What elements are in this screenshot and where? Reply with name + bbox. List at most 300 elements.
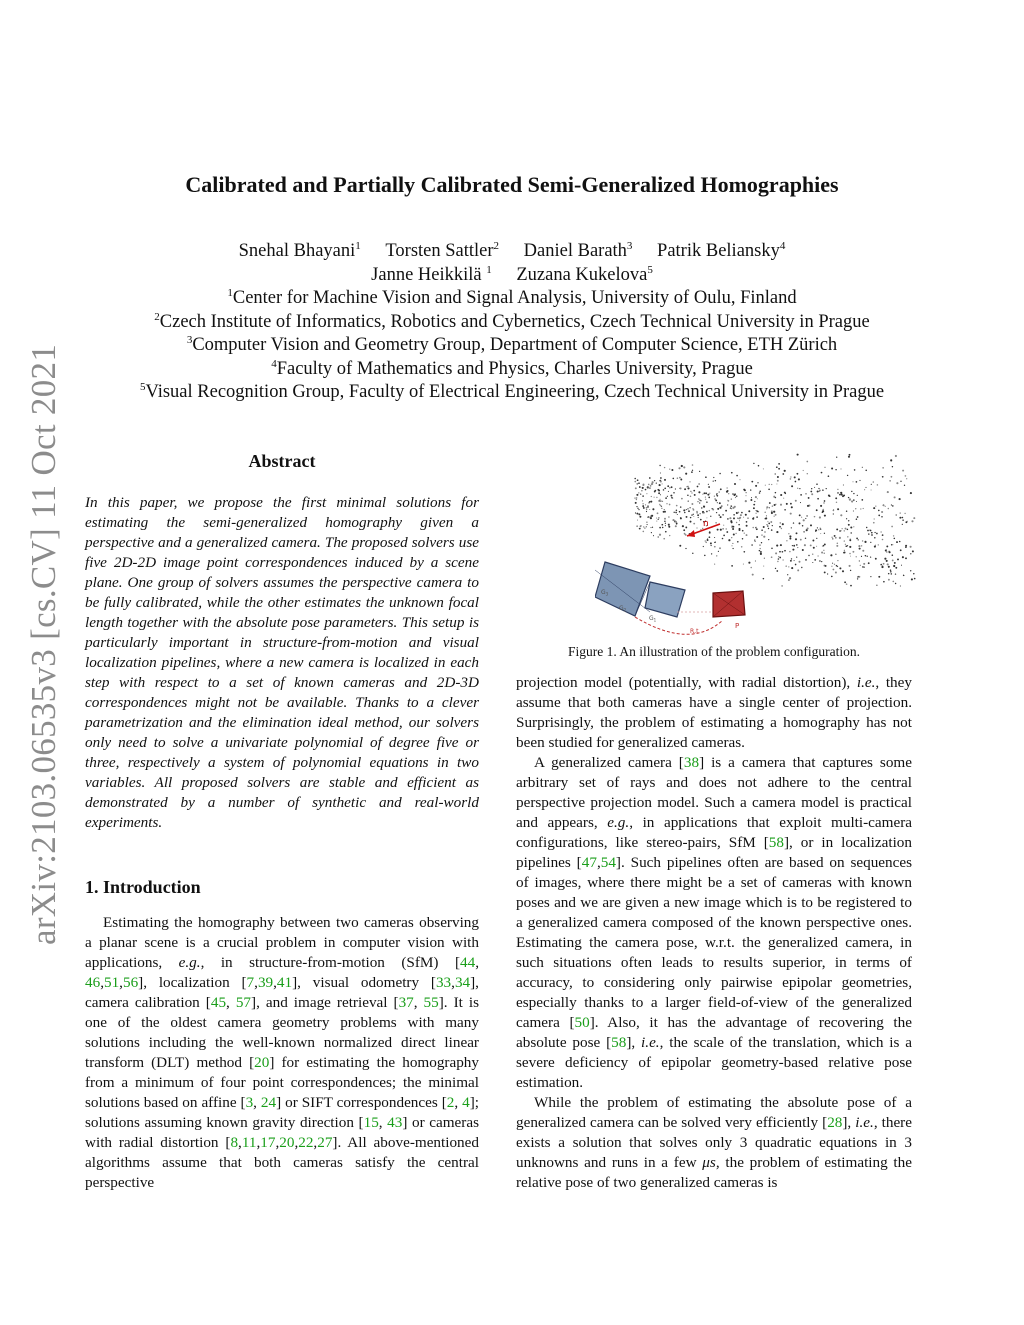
point-cloud-dot <box>754 501 755 502</box>
point-cloud-dot <box>807 505 809 507</box>
point-cloud-dot <box>827 573 828 574</box>
point-cloud-dot <box>697 501 698 502</box>
point-cloud-dot <box>649 487 651 489</box>
point-cloud-dot <box>811 493 813 495</box>
point-cloud-dot <box>687 495 689 497</box>
point-cloud-dot <box>669 535 670 536</box>
text-run: , they assume that both cameras have a single center of projection. Surprisingly, the problem of estimating a homography has not been studied for generalized cameras. <box>516 674 912 751</box>
point-cloud-dot <box>651 483 653 485</box>
citation-link[interactable]: 24 <box>260 1094 277 1111</box>
citation-link[interactable]: 44 <box>460 954 476 971</box>
point-cloud-dot <box>836 528 838 530</box>
point-cloud-dot <box>816 530 817 531</box>
point-cloud-dot <box>696 527 697 528</box>
point-cloud-dot <box>819 560 821 562</box>
point-cloud-dot <box>823 550 824 551</box>
point-cloud-dot <box>770 521 772 523</box>
point-cloud-dot <box>790 513 792 515</box>
point-cloud-dot <box>791 527 792 528</box>
point-cloud-dot <box>837 508 839 510</box>
point-cloud-dot <box>634 478 636 480</box>
point-cloud-dot <box>843 552 844 553</box>
point-cloud-dot <box>672 519 674 521</box>
point-cloud-dot <box>892 581 894 583</box>
point-cloud-dot <box>842 528 843 529</box>
citation-link[interactable]: 7 <box>246 974 255 991</box>
text-run: ] or SIFT correspondences [ <box>276 1094 447 1111</box>
point-cloud-dot <box>658 517 659 518</box>
point-cloud-dot <box>745 495 746 496</box>
point-cloud-dot <box>688 510 690 512</box>
point-cloud-dot <box>753 504 755 506</box>
point-cloud-dot <box>690 521 692 523</box>
point-cloud-dot <box>805 559 807 561</box>
citation-link[interactable]: 37 <box>398 994 414 1011</box>
point-cloud-dot <box>913 517 915 519</box>
point-cloud-dot <box>758 465 760 467</box>
citation-link[interactable]: 2 <box>446 1094 455 1111</box>
point-cloud-dot <box>844 550 845 551</box>
point-cloud-dot <box>859 548 861 550</box>
point-cloud-dot <box>887 491 889 493</box>
point-cloud-dot <box>857 576 858 577</box>
point-cloud-dot <box>737 541 739 543</box>
point-cloud-dot <box>707 494 709 496</box>
point-cloud-dot <box>767 521 768 522</box>
citation-link[interactable]: 54 <box>600 854 616 871</box>
citation-link[interactable]: 51 <box>103 974 120 991</box>
point-cloud-dot <box>734 494 736 496</box>
point-cloud-dot <box>684 533 686 535</box>
point-cloud-dot <box>764 558 765 559</box>
citation-link[interactable]: 8 <box>230 1134 239 1151</box>
point-cloud-dot <box>888 579 890 581</box>
point-cloud-dot <box>768 528 769 529</box>
point-cloud-dot <box>643 484 645 486</box>
citation-link[interactable]: 38 <box>683 754 700 771</box>
point-cloud-dot <box>816 509 818 511</box>
point-cloud-dot <box>835 554 836 555</box>
point-cloud-dot <box>910 546 912 548</box>
point-cloud-dot <box>815 531 816 532</box>
point-cloud-dot <box>799 522 801 524</box>
point-cloud-dot <box>799 561 801 563</box>
point-cloud-dot <box>822 489 824 491</box>
text-run: , in applications that exploit multi-camera configurations, like stereo-pairs, SfM [ <box>516 814 912 851</box>
point-cloud-dot <box>801 567 802 568</box>
author: Janne Heikkilä $^1$ <box>371 263 492 285</box>
point-cloud-dot <box>699 502 700 503</box>
point-cloud-dot <box>688 500 689 501</box>
point-cloud-dot <box>805 493 807 495</box>
point-cloud-dot <box>649 477 651 479</box>
point-cloud-dot <box>843 484 844 485</box>
text-run: , <box>119 974 123 991</box>
point-cloud-dot <box>705 497 706 498</box>
point-cloud-dot <box>703 506 705 508</box>
point-cloud-dot <box>668 491 669 492</box>
point-cloud-dot <box>722 538 724 540</box>
point-cloud-dot <box>677 477 679 479</box>
text-run: , <box>100 974 104 991</box>
point-cloud-dot <box>636 497 638 499</box>
point-cloud-dot <box>709 510 710 511</box>
point-cloud-dot <box>709 536 711 538</box>
point-cloud-dot <box>820 529 821 530</box>
point-cloud-dot <box>776 570 778 572</box>
citation-link[interactable]: 20 <box>254 1054 270 1071</box>
point-cloud-dot <box>652 508 654 510</box>
point-cloud-dot <box>707 538 708 539</box>
citation-link[interactable]: 28 <box>827 1114 843 1131</box>
point-cloud-dot <box>673 512 674 513</box>
point-cloud-dot <box>765 485 766 486</box>
point-cloud-dot <box>837 489 838 490</box>
text-run: projection model (potentially, with radial distortion), <box>516 674 857 691</box>
text-run: , there exists a solution that solves only 3 quadratic equations in 3 unknowns and runs in a few <box>516 1114 912 1171</box>
point-cloud-dot <box>705 476 707 478</box>
point-cloud-dot <box>637 483 638 484</box>
point-cloud-dot <box>673 492 675 494</box>
point-cloud-dot <box>725 510 727 512</box>
citation-link[interactable]: 3 <box>245 1094 254 1111</box>
point-cloud-dot <box>647 524 648 525</box>
point-cloud-dot <box>836 457 837 458</box>
point-cloud-dot <box>787 574 788 575</box>
point-cloud-dot <box>768 523 770 525</box>
point-cloud-dot <box>639 516 641 518</box>
point-cloud-dot <box>715 522 717 524</box>
point-cloud-dot <box>640 525 642 527</box>
point-cloud-dot <box>859 480 860 481</box>
point-cloud-dot <box>739 517 741 519</box>
citation-link[interactable]: 17 <box>260 1134 276 1151</box>
point-cloud-dot <box>797 488 798 489</box>
point-cloud-dot <box>818 488 819 489</box>
point-cloud-dot <box>870 576 871 577</box>
point-cloud-dot <box>810 491 812 493</box>
point-cloud-dot <box>691 492 692 493</box>
italic-text: i.e. <box>856 674 876 691</box>
italic-text: e.g. <box>178 954 201 971</box>
point-cloud-dot <box>719 473 721 475</box>
normal-arrowhead <box>687 530 695 537</box>
point-cloud-dot <box>686 486 687 487</box>
point-cloud-dot <box>860 508 861 509</box>
point-cloud-dot <box>658 492 660 494</box>
point-cloud-dot <box>902 556 904 558</box>
citation-link[interactable]: 58 <box>768 834 784 851</box>
text-run: ]; solutions assuming known gravity direction [ <box>85 1094 480 1131</box>
point-cloud-dot <box>888 508 890 510</box>
point-cloud-dot <box>660 481 662 483</box>
point-cloud-dot <box>714 537 715 538</box>
point-cloud-dot <box>820 528 821 529</box>
point-cloud-dot <box>685 526 687 528</box>
point-cloud-dot <box>683 466 685 468</box>
citation-link[interactable]: 46 <box>85 974 101 991</box>
citation-link[interactable]: 34 <box>454 974 471 991</box>
point-cloud-dot <box>649 509 650 510</box>
citation-link[interactable]: 57 <box>235 994 252 1011</box>
point-cloud-dot <box>775 552 777 554</box>
point-cloud-dot <box>845 545 847 547</box>
point-cloud-dot <box>835 537 837 539</box>
point-cloud-dot <box>697 486 699 488</box>
point-cloud-dot <box>671 486 673 488</box>
text-run: , the scale of the translation, which is a severe deficiency of epipolar geometry-based relative pose estimation. <box>516 1034 913 1091</box>
point-cloud-dot <box>820 505 822 507</box>
point-cloud-dot <box>712 509 714 511</box>
point-cloud-dot <box>902 519 904 521</box>
point-cloud-dot <box>849 539 851 541</box>
text-run: , <box>253 1094 261 1111</box>
point-cloud-dot <box>714 498 715 499</box>
point-cloud-dot <box>816 538 817 539</box>
point-cloud-dot <box>767 525 768 526</box>
point-cloud-dot <box>821 552 823 554</box>
point-cloud-dot <box>709 493 710 494</box>
point-cloud-dot <box>750 499 752 501</box>
point-cloud-dot <box>880 564 882 566</box>
point-cloud-dot <box>638 513 640 515</box>
point-cloud-dot <box>676 523 678 525</box>
point-cloud-dot <box>687 486 688 487</box>
intro-paragraph-1 <box>85 913 479 1193</box>
point-cloud-dot <box>723 525 724 526</box>
point-cloud-dot <box>772 525 773 526</box>
point-cloud-dot <box>634 481 636 483</box>
point-cloud-dot <box>839 567 841 569</box>
point-cloud-dot <box>683 529 685 531</box>
point-cloud-dot <box>701 507 702 508</box>
point-cloud-dot <box>691 471 693 473</box>
point-cloud-dot <box>803 531 805 533</box>
citation-link[interactable]: 33 <box>435 974 452 991</box>
italic-text: e.g. <box>607 814 630 831</box>
point-cloud-dot <box>789 535 791 537</box>
point-cloud-dot <box>858 545 860 547</box>
text-run: ], <box>626 1034 642 1051</box>
point-cloud-dot <box>850 570 851 571</box>
point-cloud-dot <box>658 490 660 492</box>
point-cloud-dot <box>763 526 765 528</box>
point-cloud-dot <box>850 526 852 528</box>
point-cloud-dot <box>690 491 692 493</box>
paper-title: Calibrated and Partially Calibrated Semi-Generalized Homographies <box>185 172 839 197</box>
point-cloud-dot <box>845 544 846 545</box>
point-cloud-dot <box>668 526 670 528</box>
point-cloud-dot <box>804 544 806 546</box>
point-cloud-dot <box>709 532 711 534</box>
point-cloud-dot <box>710 542 712 544</box>
citation-link[interactable]: 20 <box>279 1134 295 1151</box>
author-block <box>0 240 1024 405</box>
point-cloud-dot <box>708 497 710 499</box>
point-cloud-dot <box>886 545 888 547</box>
point-cloud-dot <box>743 517 744 518</box>
citation-link[interactable]: 47 <box>581 854 597 871</box>
text-run: ]. All above-mentioned algorithms assume that both cameras satisfy the central perspective <box>85 1134 479 1191</box>
point-cloud-dot <box>755 485 757 487</box>
point-cloud-dot <box>893 535 894 536</box>
citation-link[interactable]: 11 <box>241 1134 257 1151</box>
point-cloud-dot <box>800 494 802 496</box>
pose-label: R,t <box>690 628 699 635</box>
citation-link[interactable]: 4 <box>462 1094 470 1111</box>
point-cloud-dot <box>707 540 708 541</box>
point-cloud-dot <box>873 522 875 524</box>
point-cloud-dot <box>645 504 646 505</box>
citation-link[interactable]: 43 <box>387 1114 403 1131</box>
point-cloud-dot <box>685 548 686 549</box>
point-cloud-dot <box>647 505 648 506</box>
point-cloud-dot <box>775 492 777 494</box>
text-run: , <box>273 974 277 991</box>
point-cloud-dot <box>796 544 798 546</box>
point-cloud-dot <box>798 478 800 480</box>
point-cloud-dot <box>746 492 747 493</box>
point-cloud-dot <box>731 508 732 509</box>
point-cloud-dot <box>693 523 695 525</box>
point-cloud-dot <box>729 517 731 519</box>
point-cloud-dot <box>659 499 660 500</box>
point-cloud-dot <box>654 490 656 492</box>
point-cloud-dot <box>700 513 701 514</box>
point-cloud-dot <box>734 483 736 485</box>
point-cloud-dot <box>646 521 647 522</box>
point-cloud-dot <box>753 507 755 509</box>
point-cloud-dot <box>755 527 756 528</box>
point-cloud-dot <box>763 468 764 469</box>
point-cloud-dot <box>794 560 795 561</box>
point-cloud-dot <box>822 511 824 513</box>
citation-link[interactable]: 58 <box>611 1034 627 1051</box>
point-cloud-dot <box>636 494 638 496</box>
point-cloud-dot <box>781 528 782 529</box>
point-cloud-dot <box>692 508 693 509</box>
point-cloud-dot <box>751 481 753 483</box>
point-cloud-dot <box>795 564 797 566</box>
point-cloud-dot <box>753 463 754 464</box>
point-cloud-dot <box>875 558 877 560</box>
point-cloud-dot <box>639 528 641 530</box>
citation-link[interactable]: 41 <box>276 974 293 991</box>
point-cloud-dot <box>636 525 637 526</box>
point-cloud-dot <box>672 478 674 480</box>
point-cloud-dot <box>867 530 869 532</box>
point-cloud-dot <box>795 500 797 502</box>
point-cloud-dot <box>731 472 733 474</box>
point-cloud-dot <box>912 550 914 552</box>
point-cloud-dot <box>689 507 690 508</box>
point-cloud-dot <box>902 470 904 472</box>
point-cloud-dot <box>765 517 767 519</box>
point-cloud-dot <box>730 507 731 508</box>
point-cloud-dot <box>781 585 783 587</box>
citation-link[interactable]: 56 <box>122 974 139 991</box>
point-cloud-dot <box>659 527 661 529</box>
point-cloud-dot <box>776 545 778 547</box>
point-cloud-dot <box>680 506 681 507</box>
point-cloud-dot <box>784 550 786 552</box>
citation-link[interactable]: 50 <box>574 1014 590 1031</box>
point-cloud-dot <box>641 490 642 491</box>
point-cloud-dot <box>692 553 693 554</box>
citation-link[interactable]: 55 <box>423 994 439 1011</box>
point-cloud-dot <box>776 466 778 468</box>
point-cloud-dot <box>876 585 877 586</box>
point-cloud-dot <box>862 566 864 568</box>
point-cloud-dot <box>665 497 667 499</box>
point-cloud-dot <box>651 515 653 517</box>
point-cloud-dot <box>676 505 678 507</box>
text-run: , <box>256 1134 261 1151</box>
point-cloud-dot <box>785 565 787 567</box>
point-cloud-dot <box>773 496 775 498</box>
point-cloud-dot <box>882 534 884 536</box>
point-cloud-dot <box>648 484 650 486</box>
point-cloud-dot <box>702 494 703 495</box>
point-cloud-dot <box>664 520 666 522</box>
point-cloud-dot <box>772 505 774 507</box>
point-cloud-dot <box>660 505 661 506</box>
point-cloud-dot <box>873 507 875 509</box>
point-cloud-dot <box>857 578 858 579</box>
point-cloud-dot <box>836 502 837 503</box>
text-run: ]. Also, it has the advantage of recovering the absolute pose [ <box>516 1014 912 1051</box>
point-cloud-dot <box>694 494 696 496</box>
italic-text: i.e. <box>855 1114 874 1131</box>
point-cloud-dot <box>858 576 860 578</box>
text-run: ] or cameras with radial distortion [ <box>85 1114 479 1151</box>
point-cloud-dot <box>737 512 738 513</box>
arxiv-identifier: arXiv:2103.06535v3 [cs.CV] 11 Oct 2021 <box>24 343 63 945</box>
citation-link[interactable]: 45 <box>210 994 227 1011</box>
point-cloud-dot <box>675 521 677 523</box>
point-cloud-dot <box>776 531 778 533</box>
point-cloud-dot <box>648 516 649 517</box>
point-cloud-dot <box>664 487 666 489</box>
point-cloud-dot <box>831 537 832 538</box>
point-cloud-dot <box>871 534 873 536</box>
point-cloud-dot <box>782 523 784 525</box>
point-cloud-dot <box>663 489 665 491</box>
point-cloud-dot <box>651 532 652 533</box>
point-cloud-dot <box>902 517 904 519</box>
point-cloud-dot <box>723 535 725 537</box>
point-cloud-dot <box>638 509 639 510</box>
point-cloud-dot <box>635 512 636 513</box>
left-column <box>85 450 479 1193</box>
citation-link[interactable]: 39 <box>257 974 274 991</box>
point-cloud-dot <box>678 467 680 469</box>
affiliation: $^3$Computer Vision and Geometry Group, Department of Computer Science, ETH Zürich <box>186 333 838 355</box>
point-cloud-dot <box>795 481 797 483</box>
point-cloud-dot <box>855 508 856 509</box>
citation-link[interactable]: 15 <box>363 1114 379 1131</box>
citation-link[interactable]: 27 <box>317 1134 333 1151</box>
point-cloud-dot <box>750 489 751 490</box>
point-cloud-dot <box>894 496 896 498</box>
author-line-2 <box>0 264 1024 288</box>
point-cloud-dot <box>717 508 719 510</box>
text-run: , in structure-from-motion (SfM) [ <box>200 954 460 971</box>
point-cloud-dot <box>698 498 699 499</box>
citation-link[interactable]: 22 <box>298 1134 314 1151</box>
point-cloud-dot <box>905 475 907 477</box>
point-cloud-dot <box>856 481 858 483</box>
